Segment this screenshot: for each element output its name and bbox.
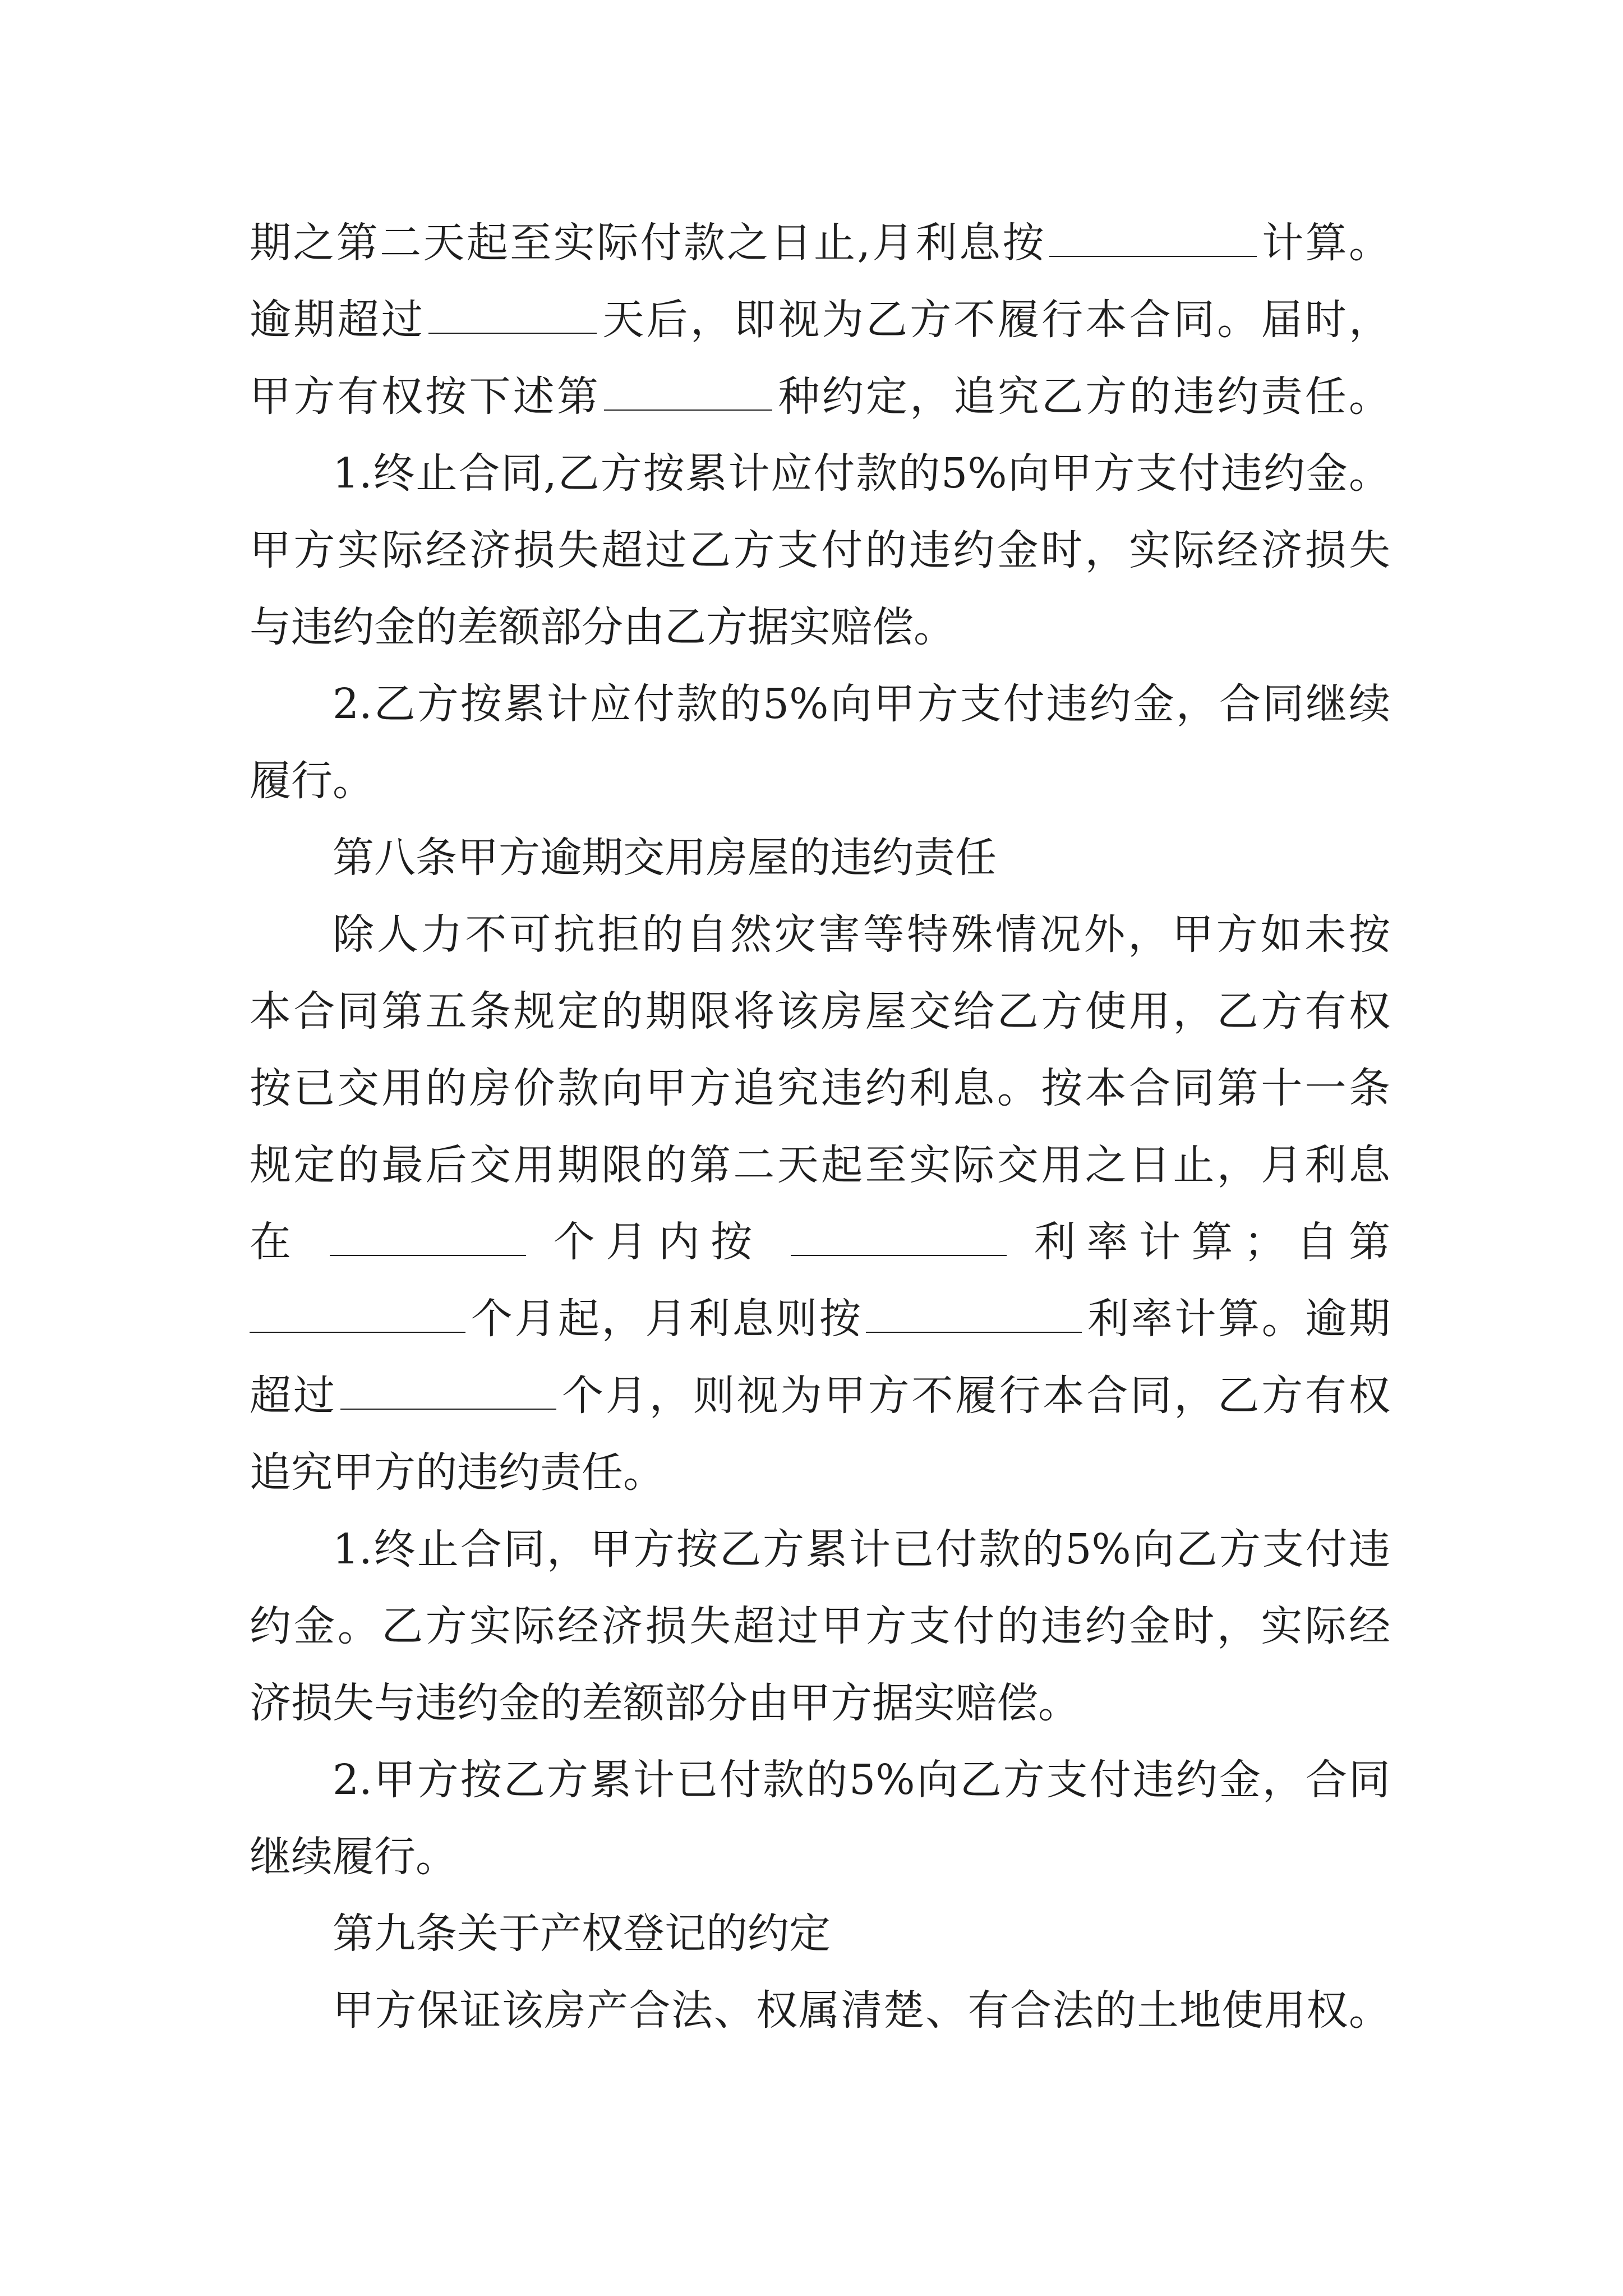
line-text: 超过 xyxy=(250,1372,337,1420)
line-text: 履行。 xyxy=(250,757,374,805)
line-text: 计算。 xyxy=(1260,219,1390,267)
fill-in-blank[interactable] xyxy=(604,370,772,411)
fill-in-blank[interactable] xyxy=(791,1216,1007,1256)
paragraph-first-line xyxy=(250,1511,1390,1588)
fill-in-blank[interactable] xyxy=(866,1292,1082,1333)
paragraph-first-line xyxy=(250,896,1390,973)
fill-in-blank[interactable] xyxy=(428,293,597,334)
text-line xyxy=(250,1819,1390,1895)
text-line xyxy=(250,1281,1390,1358)
text-line xyxy=(250,358,1390,435)
paragraph-first-line xyxy=(250,666,1390,743)
text-line xyxy=(250,282,1390,358)
line-text: 个月起，月利息则按 xyxy=(469,1295,863,1343)
text-line xyxy=(250,205,1390,282)
line-text: 2.甲方按乙方累计已付款的5%向乙方支付违约金，合同 xyxy=(333,1756,1390,1804)
heading-text: 第九条关于产权登记的约定 xyxy=(333,1910,831,1958)
line-text: 利率计算。逾期 xyxy=(1085,1295,1391,1343)
line-text: 本合同第五条规定的期限将该房屋交给乙方使用，乙方有权 xyxy=(250,987,1390,1036)
paragraph-first-line xyxy=(250,435,1390,512)
paragraph-first-line xyxy=(250,1742,1390,1819)
text-line xyxy=(250,589,1390,666)
document-body xyxy=(250,205,1390,2049)
line-text: 甲方有权按下述第 xyxy=(250,372,601,421)
text-line xyxy=(250,1434,1390,1511)
line-text: 在 xyxy=(250,1218,302,1266)
line-text: 种约定，追究乙方的违约责任。 xyxy=(776,372,1391,421)
text-line xyxy=(250,973,1390,1050)
line-text: 1.终止合同,乙方按累计应付款的5%向甲方支付违约金。 xyxy=(333,449,1390,498)
fill-in-blank[interactable] xyxy=(330,1216,526,1256)
text-line xyxy=(250,1665,1390,1742)
line-text: 逾期超过 xyxy=(250,296,426,344)
fill-in-blank[interactable] xyxy=(340,1369,556,1410)
heading-text: 第八条甲方逾期交用房屋的违约责任 xyxy=(333,834,997,882)
line-text: 济损失与违约金的差额部分由甲方据实赔偿。 xyxy=(250,1679,1080,1727)
line-text: 除人力不可抗拒的自然灾害等特殊情况外，甲方如未按 xyxy=(333,910,1390,959)
section-heading xyxy=(250,1895,1390,1972)
text-line xyxy=(250,1358,1390,1434)
text-line xyxy=(250,512,1390,589)
line-text: 1.终止合同，甲方按乙方累计已付款的5%向乙方支付违 xyxy=(333,1525,1390,1573)
text-line xyxy=(250,1204,1390,1281)
text-line xyxy=(250,1588,1390,1665)
line-text: 与违约金的差额部分由乙方据实赔偿。 xyxy=(250,603,955,651)
line-text: 继续履行。 xyxy=(250,1833,457,1881)
fill-in-blank[interactable] xyxy=(250,1292,465,1333)
line-text: 按已交用的房价款向甲方追究违约利息。按本合同第十一条 xyxy=(250,1064,1390,1112)
line-text: 个月，则视为甲方不履行本合同，乙方有权 xyxy=(559,1372,1390,1420)
line-text: 约金。乙方实际经济损失超过甲方支付的违约金时，实际经 xyxy=(250,1602,1390,1650)
paragraph-first-line xyxy=(250,1972,1390,2049)
line-text: 甲方实际经济损失超过乙方支付的违约金时，实际经济损失 xyxy=(250,526,1390,574)
line-text: 天后，即视为乙方不履行本合同。届时， xyxy=(600,296,1391,344)
text-line xyxy=(250,1127,1390,1204)
line-text: 个月内按 xyxy=(553,1218,763,1266)
line-text: 规定的最后交用期限的第二天起至实际交用之日止，月利息 xyxy=(250,1141,1390,1189)
fill-in-blank[interactable] xyxy=(1049,217,1257,257)
line-text: 追究甲方的违约责任。 xyxy=(250,1448,665,1497)
text-line xyxy=(250,1050,1390,1127)
line-text: 甲方保证该房产合法、权属清楚、有合法的土地使用权。 xyxy=(333,1986,1390,2035)
section-heading xyxy=(250,820,1390,896)
text-line xyxy=(250,743,1390,820)
line-text: 利率计算；自第 xyxy=(1034,1218,1391,1266)
line-text: 2.乙方按累计应付款的5%向甲方支付违约金，合同继续 xyxy=(333,680,1390,728)
line-text: 期之第二天起至实际付款之日止,月利息按 xyxy=(250,219,1046,267)
